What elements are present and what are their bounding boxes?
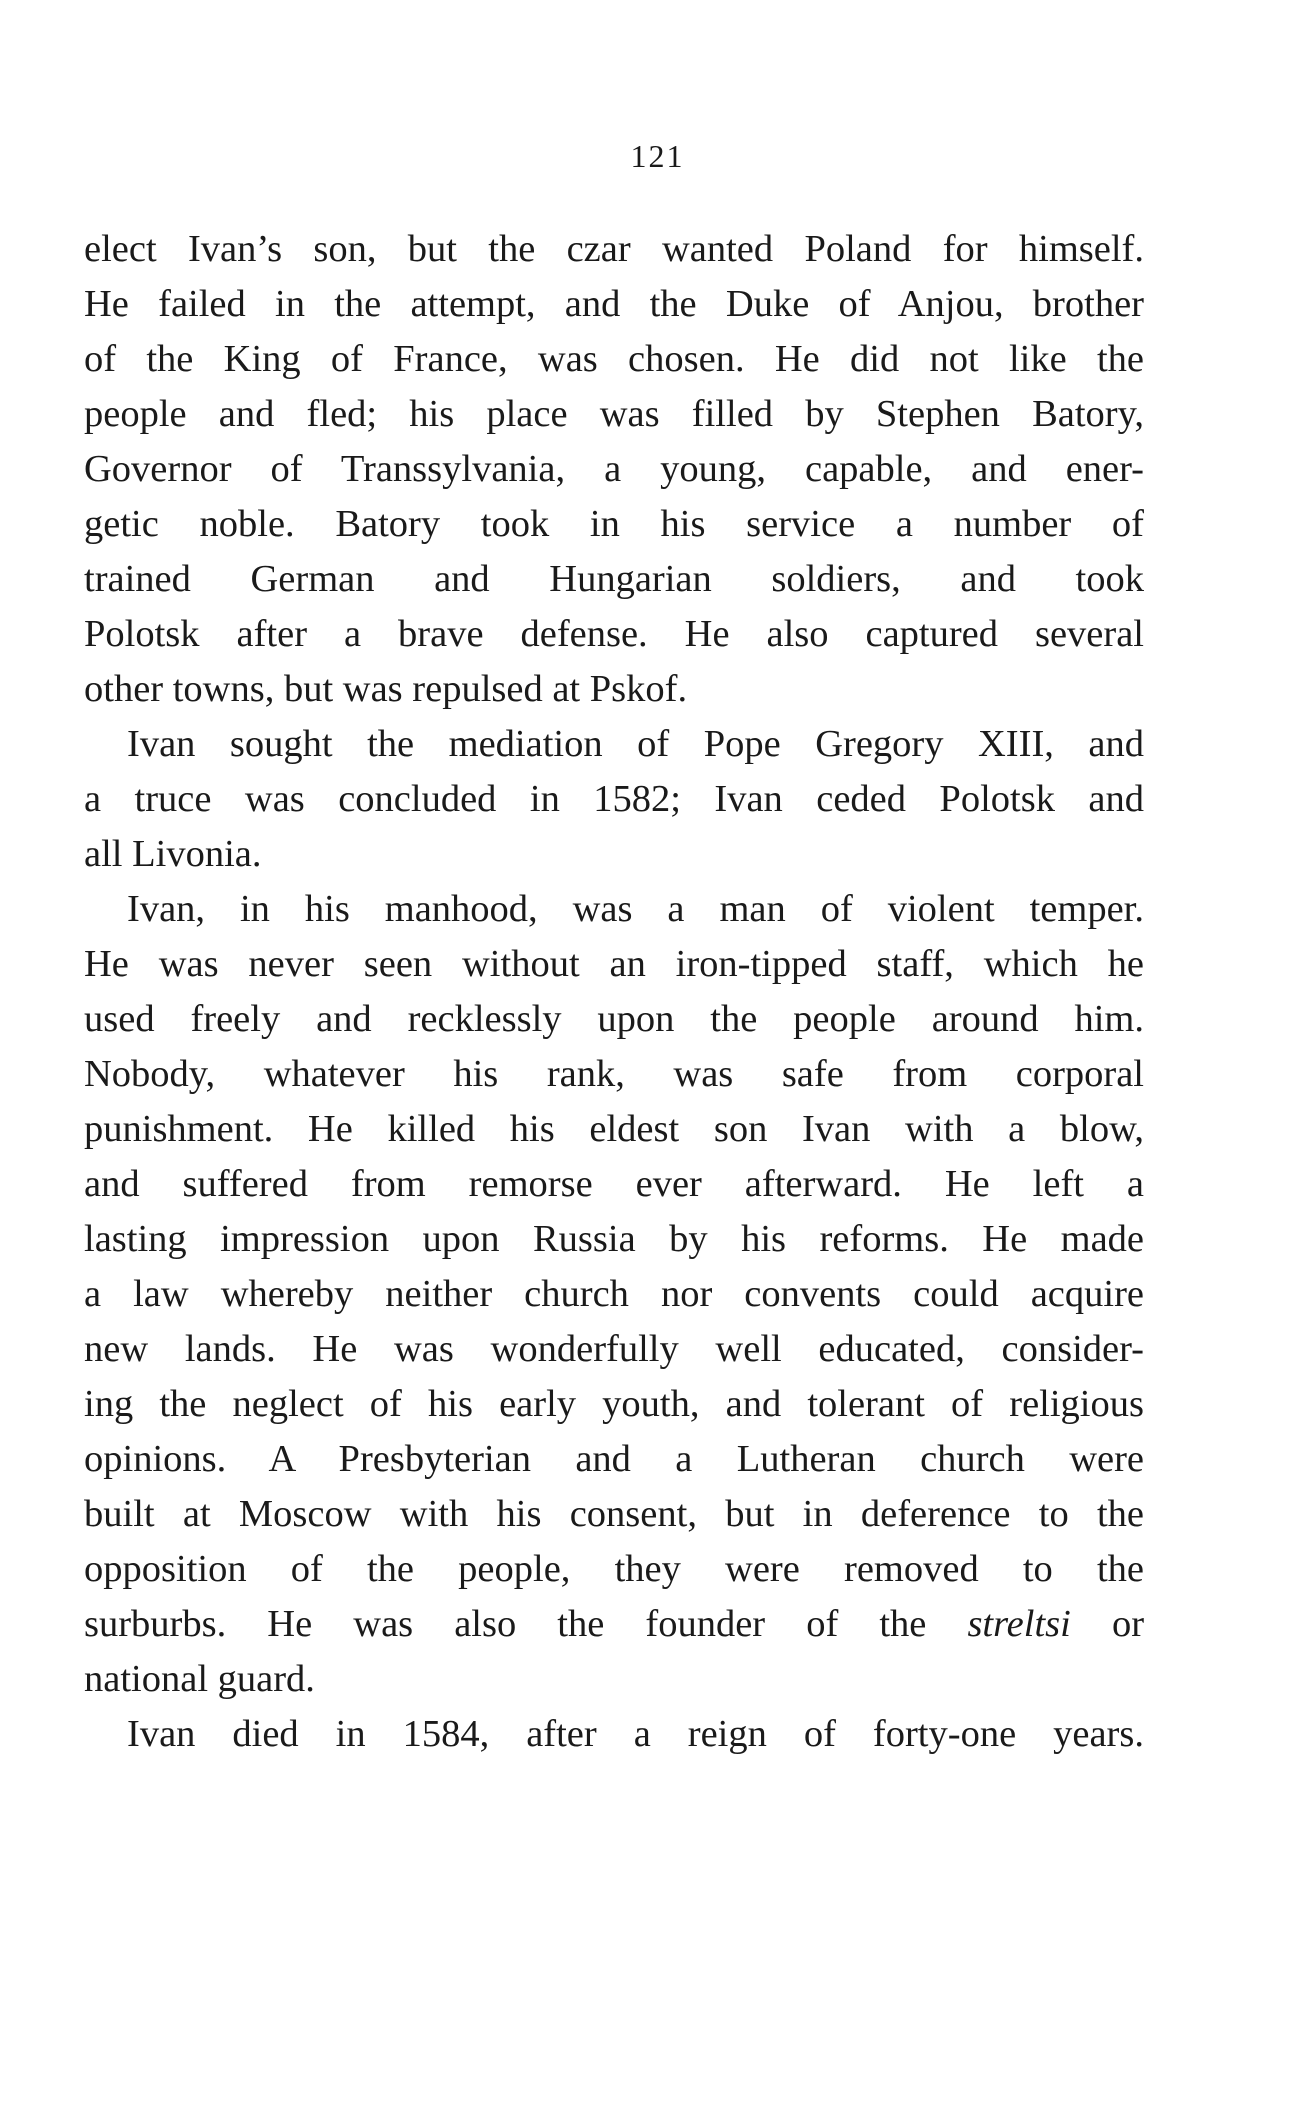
text-line: new lands. He was wonderfully well educated, consider-: [84, 1328, 1144, 1370]
text-line: Ivan died in 1584, after a reign of forty-one years.: [127, 1713, 1144, 1755]
text-line: other towns, but was repulsed at Pskof.: [84, 668, 688, 710]
text-line: a law whereby neither church nor convents could acquire: [84, 1273, 1144, 1315]
text-line: punishment. He killed his eldest son Ivan with a blow,: [84, 1108, 1144, 1150]
text-line: built at Moscow with his consent, but in deference to the: [84, 1493, 1144, 1535]
text-line: He was never seen without an iron-tipped staff, which he: [84, 943, 1144, 985]
text-line: used freely and recklessly upon the people around him.: [84, 998, 1144, 1040]
text-line: getic noble. Batory took in his service a number of: [84, 503, 1144, 545]
paragraph-4: [84, 1707, 1144, 1762]
text-before-italic: surburbs. He was also the founder of the: [84, 1603, 927, 1645]
text-line: Nobody, whatever his rank, was safe from corporal: [84, 1053, 1144, 1095]
text-line: trained German and Hungarian soldiers, and took: [84, 558, 1144, 600]
body-text: [84, 222, 1144, 1762]
text-line: opinions. A Presbyterian and a Lutheran church were: [84, 1438, 1144, 1480]
paragraph-1: [84, 222, 1144, 717]
text-line: ing the neglect of his early youth, and tolerant of religious: [84, 1383, 1144, 1425]
text-line: He failed in the attempt, and the Duke of Anjou, brother: [84, 283, 1144, 325]
text-line: lasting impression upon Russia by his reforms. He made: [84, 1218, 1144, 1260]
text-line: Polotsk after a brave defense. He also captured several: [84, 613, 1144, 655]
paragraph-3: [84, 882, 1144, 1707]
text-line: and suffered from remorse ever afterward. He left a: [84, 1163, 1144, 1205]
page-number: 121: [630, 138, 685, 174]
text-line: a truce was concluded in 1582; Ivan ceded Polotsk and: [84, 778, 1144, 820]
text-after-italic: or: [1111, 1603, 1145, 1645]
text-line-with-italic: [84, 1597, 1144, 1652]
text-line: Ivan, in his manhood, was a man of violent temper.: [127, 888, 1144, 930]
text-line: Governor of Transsylvania, a young, capable, and ener-: [84, 448, 1144, 490]
paragraph-2: [84, 717, 1144, 882]
text-line: all Livonia.: [84, 833, 262, 875]
text-line: Ivan sought the mediation of Pope Gregory XIII, and: [127, 723, 1144, 765]
text-line: elect Ivan’s son, but the czar wanted Poland for himself.: [84, 228, 1144, 270]
text-line: opposition of the people, they were removed to the: [84, 1548, 1144, 1590]
text-line: people and fled; his place was filled by Stephen Batory,: [84, 393, 1144, 435]
text-line: national guard.: [84, 1658, 315, 1700]
italic-term: streltsi: [967, 1603, 1071, 1645]
text-line: of the King of France, was chosen. He did not like the: [84, 338, 1144, 380]
